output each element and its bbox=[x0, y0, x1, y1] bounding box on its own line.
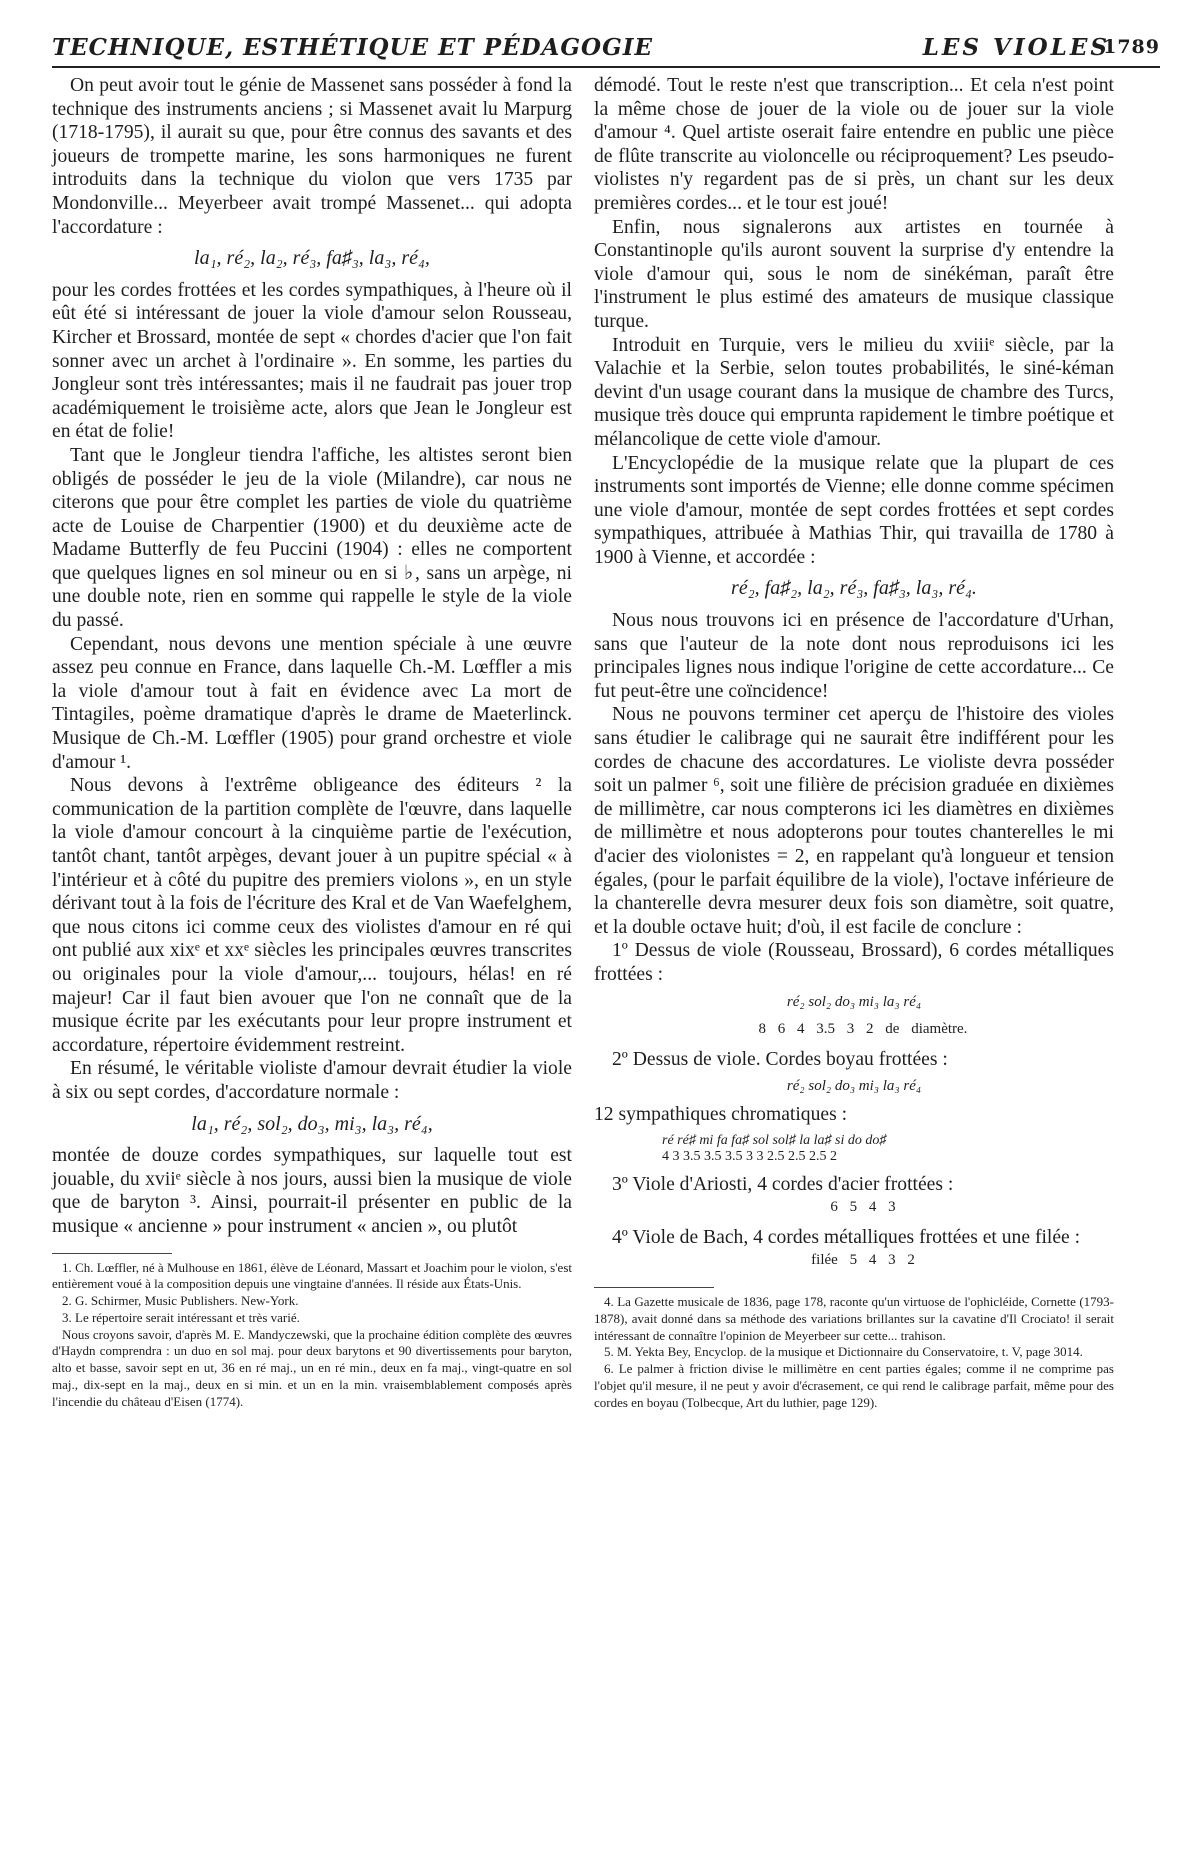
paragraph: L'Encyclopédie de la musique relate que la plupart de ces instruments sont importés de Vienne; elle donne comme spécimen une viole d'amour, montée de sept cordes frottées et sept cordes sympathiques, attribuée à Mathias Thir, qui travailla de 1780 à 1900 à Vienne, et accordée : bbox=[594, 452, 1114, 568]
string-diameters: 8 6 4 3.5 3 2 de diamètre. bbox=[758, 1021, 968, 1038]
list-item: 4º Viole de Bach, 4 cordes métalliques frottées et une filée : bbox=[612, 1226, 1081, 1248]
list-item: 1º Dessus de viole (Rousseau, Brossard), 6 cordes métalliques frottées : bbox=[594, 940, 1114, 985]
right-column bbox=[594, 74, 1114, 1411]
chromatic-diameters: 4 3 3.5 3.5 3.5 3 3 2.5 2.5 2.5 2 bbox=[662, 1148, 837, 1164]
footnote: Nous croyons savoir, d'après M. E. Mandyczewski, que la prochaine édition complète des œuvres d'Haydn comprendra : un duo en sol maj. pour deux barytons et 90 divertissements pour baryton, alto et basse, savoir sept en ut, 36 en ré maj., un en ré min., deux en fa maj., vingt-quatre en sol maj., dix-sept en la maj., deux en si min. et un en la min. vraisemblablement composés après l'incendie du château d'Eisen (1774). bbox=[52, 1326, 572, 1409]
paragraph: démodé. Tout le reste n'est que transcription... Et cela n'est point la même chose de jouer de la viole ou de jouer sur la viole d'amour ⁴. Quel artiste oserait faire entendre en public une pièce de flûte transcrite au violoncelle ou réciproquement? Les pseudo-violistes n'y regardent pas de si près, un chant sur les deux premières cordes... et le tour est joué! bbox=[594, 75, 1114, 214]
paragraph: Introduit en Turquie, vers le milieu du xviiiᵉ siècle, par la Valachie et la Serbie, selon toutes probabilités, le siné-kéman devint d'un usage courant dans la musique de chambre des Turcs, musique très douce qui emprunta rapidement le timbre poétique et mélancolique de cette viole d'amour. bbox=[594, 334, 1114, 450]
string-notes: ré₂ sol₂ do₃ mi₃ la₃ ré₄ bbox=[786, 993, 922, 1010]
tuning-formula: la₁, ré₂, la₂, ré₃, fa♯₃, la₃, ré₄, bbox=[194, 247, 430, 270]
paragraph: Nous devons à l'extrême obligeance des éditeurs ² la communication de la partition complète de l'œuvre, dans laquelle la viole d'amour concourt à la cinquième partie de l'exécution, tantôt chant, tantôt arpèges, devant jouer à un pupitre spécial « à l'intérieur et à côté du pupitre des premiers violons », en un style dérivant tout à la fois de l'écriture des Kral et de Van Waefelghem, que nous citons ici comme ceux des violistes d'amour en ré qui ont publié aux xixᵉ et xxᵉ siècles les principales œuvres transcrites ou originales pour la viole d'amour,... toujours, hélas! en ré majeur! Car il faut bien avouer que l'on ne connaît que de la musique écrite par les exécutants pour leur propre instrument et accordature, répertoire évidemment restreint. bbox=[52, 775, 572, 1056]
footnote: 5. M. Yekta Bey, Encyclop. de la musique et Dictionnaire du Conservatoire, t. V, page 3014. bbox=[604, 1344, 1083, 1360]
page-number: 1789 bbox=[1103, 36, 1160, 58]
paragraph: Cependant, nous devons une mention spéciale à une œuvre assez peu connue en France, dans laquelle Ch.-M. Lœffler a mis la viole d'amour tout à fait en évidence avec La mort de Tintagiles, poème dramatique d'après le drame de Maeterlinck. Musique de Ch.-M. Lœffler (1905) pour grand orchestre et viole d'amour ¹. bbox=[52, 633, 572, 773]
footnote: 2. G. Schirmer, Music Publishers. New-York. bbox=[62, 1293, 299, 1309]
footnotes-right bbox=[594, 1294, 1114, 1412]
footnote-divider bbox=[52, 1253, 172, 1254]
footnote: 4. La Gazette musicale de 1836, page 178, raconte qu'un virtuose de l'ophicléide, Cornette (1793-1878), avait donné dans sa méthode des variations brillantes sur la cavatine d'Il Crociato! il serait intéressant de connaître l'opinion de Meyerbeer sur cette... trahison. bbox=[594, 1293, 1114, 1343]
header-chapter-title: LES VIOLES bbox=[922, 34, 1110, 61]
footnote: 3. Le répertoire serait intéressant et très varié. bbox=[62, 1309, 300, 1325]
list-item: 3º Viole d'Ariosti, 4 cordes d'acier frottées : bbox=[612, 1173, 954, 1195]
header-section-title: TECHNIQUE, ESTHÉTIQUE ET PÉDAGOGIE bbox=[52, 34, 654, 61]
chromatic-notes: ré ré♯ mi fa fa♯ sol sol♯ la la♯ si do do♯ bbox=[662, 1132, 887, 1148]
paragraph: Nous ne pouvons terminer cet aperçu de l'histoire des violes sans étudier le calibrage qui ne saurait être indifférent pour les cordes de chacune des accordatures. Le violiste devra posséder soit un palmer ⁶, soit une filière de précision graduée en dixièmes de millimètre, car nous compterons ici les diamètres en dixièmes de millimètre et nous adopterons pour toutes chanterelles le mi d'acier des violonistes = 2, en rappelant qu'à longueur et tension égales, (pour le parfait équilibre de la viole), l'octave inférieure de la chanterelle devra mesurer deux fois son diamètre, soit quatre, et la double octave huit; d'où, il est facile de conclure : bbox=[594, 704, 1114, 938]
paragraph: Tant que le Jongleur tiendra l'affiche, les altistes seront bien obligés de posséder le jeu de la viole (Milandre), car nous ne citerons que pour être complet les parties de viole du quatrième acte de Louise de Charpentier (1900) et du deuxième acte de Madame Butterfly de feu Puccini (1904) : elles ne comportent que quelques lignes en sol mineur ou en si ♭, sans un arpège, ni une double note, rien en somme qui rappelle le style de la viole du passé. bbox=[52, 444, 572, 632]
list-item: 2º Dessus de viole. Cordes boyau frottées : bbox=[612, 1048, 948, 1070]
paragraph: En résumé, le véritable violiste d'amour devrait étudier la viole à six ou sept cordes, d'accordature normale : bbox=[52, 1058, 572, 1103]
paragraph: pour les cordes frottées et les cordes sympathiques, à l'heure où il eût été si intéressant de jouer la viole d'amour selon Rousseau, Kircher et Brossard, montée de sept « chordes d'acier que l'on fait sonner avec un archet à l'ordinaire ». En somme, les parties du Jongleur sont très intéressantes; mais il ne faudrait pas jouer trop académiquement le troisième acte, alors que Jean le Jongleur est en état de folie! bbox=[52, 279, 572, 443]
left-column bbox=[52, 74, 572, 1411]
string-diameters: 6 5 4 3 bbox=[830, 1199, 896, 1216]
list-item: 12 sympathiques chromatiques : bbox=[594, 1103, 848, 1125]
tuning-formula: ré₂, fa♯₂, la₂, ré₃, fa♯₃, la₃, ré₄. bbox=[731, 577, 977, 600]
running-header bbox=[52, 32, 1160, 68]
paragraph: On peut avoir tout le génie de Massenet sans posséder à fond la technique des instruments anciens ; si Massenet avait lu Marpurg (1718-1795), il aurait su que, pour être connus des savants et des joueurs de trompette marine, les sons harmoniques ne furent introduits dans la technique du violon que vers 1735 par Mondonville... Meyerbeer avait trompé Massenet... qui adopta l'accordature : bbox=[52, 75, 572, 238]
paragraph: montée de douze cordes sympathiques, sur laquelle tout est jouable, du xviiᵉ siècle à nos jours, aussi bien la musique de viole que de baryton ³. Ainsi, pourrait-il présenter en public de la musique « ancienne » pour instrument « ancien », ou plutôt bbox=[52, 1145, 572, 1237]
footnote: 6. Le palmer à friction divise le millimètre en cent parties égales; comme il ne comprime pas l'objet qu'il mesure, il ne peut y avoir d'écrasement, ce qui rend le calibrage parfait, même pour des cordes en boyau (Tolbecque, Art du luthier, page 129). bbox=[594, 1361, 1114, 1410]
footnote: 1. Ch. Lœffler, né à Mulhouse en 1861, élève de Léonard, Massart et Joachim pour le violon, s'est entièrement voué à la composition depuis une vingtaine d'années. Il réside aux États-Unis. bbox=[52, 1259, 572, 1292]
tuning-formula: la₁, ré₂, sol₂, do₃, mi₃, la₃, ré₄, bbox=[191, 1112, 433, 1135]
string-notes: ré₂ sol₂ do₃ mi₃ la₃ ré₄ bbox=[786, 1078, 922, 1095]
paragraph: Enfin, nous signalerons aux artistes en tournée à Constantinople qu'ils auront souvent la surprise d'y entendre la viole d'amour qui, sous le nom de sinékéman, paraît être l'instrument le plus estimé des amateurs de musique classique turque. bbox=[594, 216, 1114, 332]
string-diameters: filée 5 4 3 2 bbox=[811, 1252, 915, 1269]
chromatic-table bbox=[662, 1133, 1114, 1165]
paragraph: Nous nous trouvons ici en présence de l'accordature d'Urhan, sans que l'auteur de la note dont nous reproduisons ici les principales lignes nous indique l'origine de cette accordature... Ce fut peut-être une coïncidence! bbox=[594, 610, 1114, 702]
footnote-divider bbox=[594, 1287, 714, 1288]
footnotes-left bbox=[52, 1260, 572, 1411]
